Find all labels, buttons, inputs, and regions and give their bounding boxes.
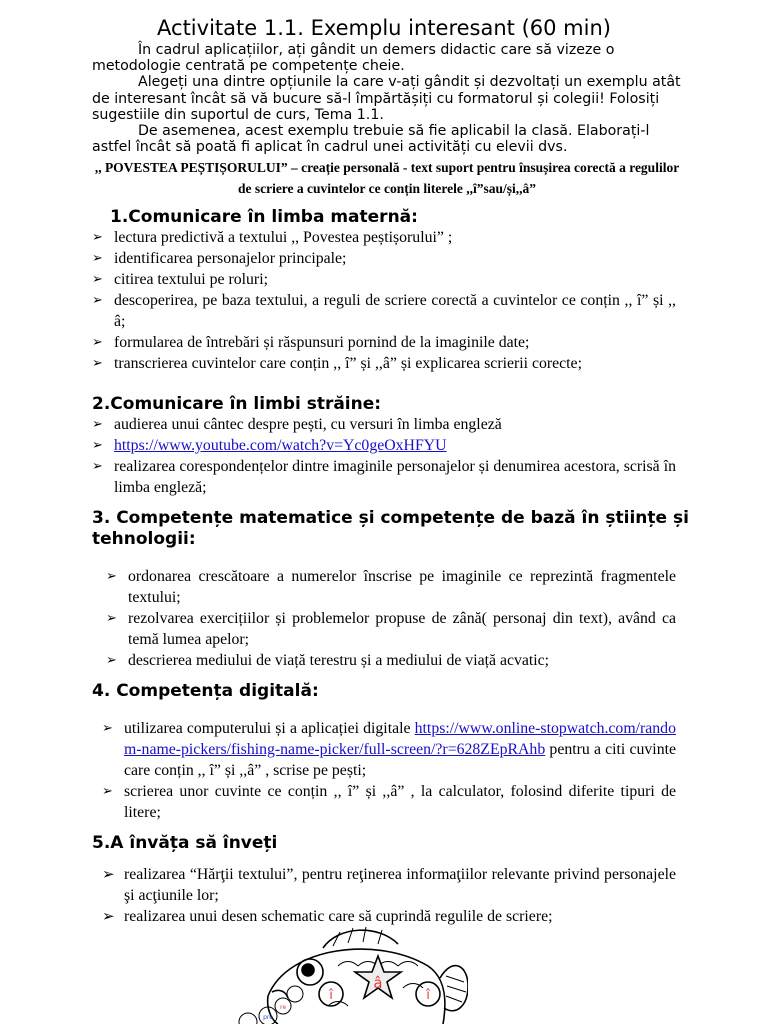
fish-bubble-label: pre [263, 1014, 273, 1021]
section-list [102, 864, 676, 927]
arrow-bullet-icon: ➢ [92, 335, 103, 350]
youtube-link[interactable]: https://www.youtube.com/watch?v=Yc0geOxHFYU [114, 437, 447, 454]
arrow-bullet-icon: ➢ [92, 417, 103, 432]
section-heading: 3. Competențe matematice și competențe de bază în științe și tehnologii: [92, 508, 689, 549]
list-item: ➢ ordonarea crescătoare a numerelor înscrise pe imaginile ce reprezintă fragmentele textului; [106, 568, 676, 606]
section-heading: 2.Comunicare în limbi străine: [92, 394, 382, 414]
fish-letter-label: î [426, 988, 430, 1003]
intro-paragraph: Alegeți una dintre opțiunile la care v-ați gândit și dezvoltați un exemplu atât de interesant încât să vă bucure să-l împărtășiți cu formatorul și colegii! Folosiți sugestiile din suportul de curs, Tema 1.1. [92, 74, 681, 123]
list-item: ➢ realizarea “Hărţii textului”, pentru reţinerea informaţiilor relevante privind personajele şi acţiunile lor; [102, 865, 676, 904]
arrow-bullet-icon: ➢ [102, 865, 115, 883]
arrow-bullet-icon: ➢ [92, 230, 103, 245]
arrow-bullet-icon: ➢ [92, 438, 103, 453]
list-item: ➢ identificarea personajelor principale; [92, 250, 347, 267]
arrow-bullet-icon: ➢ [92, 293, 103, 308]
list-item: ➢ rezolvarea exercițiilor și problemelor propuse de zână( personaj din text), având ca temă lumea apelor; [106, 610, 676, 648]
intro-paragraph: În cadrul aplicațiilor, ați gândit un demers didactic care să vizeze o metodologie centrată pe competențe cheie. [92, 42, 615, 75]
online-stopwatch-link[interactable]: https://www.online-stopwatch.com/random-name-pickers/fishing-name-picker/full-screen/?r=628ZEpRAhb [124, 720, 676, 758]
list-item: ➢ audierea unui cântec despre pești, cu versuri în limba engleză [92, 416, 502, 433]
list-item: ➢ utilizarea computerului și a aplicației digitale https://www.online-stopwatch.com/random-name-pickers/fishing-name-picker/full-screen/?r=628ZEpRAhb pentru a citi cuvinte care conțin ,, î” și ,,â” , scrise pe pești; [102, 720, 676, 779]
arrow-bullet-icon: ➢ [92, 459, 103, 474]
intro-paragraph: De asemenea, acest exemplu trebuie să fie aplicabil la clasă. Elaborați-l astfel încât să poată fi aplicat în cadrul unei activități cu elevii dvs. [92, 123, 650, 156]
list-item: ➢ descoperirea, pe baza textului, a reguli de scriere corectă a cuvintelor ce conțin ,, î” și ,, â; [92, 292, 676, 330]
fish-illustration [228, 926, 468, 1024]
arrow-bullet-icon: ➢ [92, 251, 103, 266]
list-item: ➢ scrierea unor cuvinte ce conțin ,, î” și ,,â” , la calculator, folosind diferite tipuri de litere; [102, 783, 676, 821]
arrow-bullet-icon: ➢ [106, 611, 117, 626]
list-item: ➢ realizarea corespondențelor dintre imaginile personajelor și denumirea acestora, scrisă în limba engleză; [92, 458, 676, 496]
fish-bubble-label: re [279, 1004, 287, 1011]
section-heading: 4. Competența digitală: [92, 681, 319, 701]
arrow-bullet-icon: ➢ [102, 784, 113, 799]
arrow-bullet-icon: ➢ [102, 721, 113, 736]
list-item: ➢ descrierea mediului de viață terestru și a mediului de viață acvatic; [106, 652, 550, 669]
intro-text [92, 42, 682, 155]
section-list [102, 718, 676, 823]
list-item: ➢ transcrierea cuvintelor care conțin ,, î” și ,,â” și explicarea scrierii corecte; [92, 355, 582, 372]
fish-letter-label: â [373, 974, 383, 992]
section-list [92, 227, 676, 374]
section-list [106, 566, 676, 671]
section-heading: 1.Comunicare în limba maternă: [110, 207, 418, 227]
list-item [92, 435, 676, 456]
arrow-bullet-icon: ➢ [92, 356, 103, 371]
arrow-bullet-icon: ➢ [106, 653, 117, 668]
list-item: ➢ citirea textului pe roluri; [92, 271, 268, 288]
list-item: ➢ lectura predictivă a textului ,, Povestea peștișorului” ; [92, 229, 453, 246]
list-item: ➢ formularea de întrebări și răspunsuri pornind de la imaginile date; [92, 334, 530, 351]
activity-subtitle: ,, POVESTEA PEȘTIȘORULUI” – creație personală - text suport pentru însușirea corectă a regulilor de scriere a cuvintelor ce conțin literele ,,î”sau/și,,â” [94, 160, 680, 196]
arrow-bullet-icon: ➢ [102, 907, 115, 925]
arrow-bullet-icon: ➢ [106, 569, 117, 584]
page-title: Activitate 1.1. Exemplu interesant (60 min) [157, 16, 611, 40]
list-item: ➢ realizarea unui desen schematic care să cuprindă regulile de scriere; [102, 907, 553, 925]
fish-letter-label: î [329, 988, 333, 1003]
arrow-bullet-icon: ➢ [92, 272, 103, 287]
section-heading: 5.A învăța să înveți [92, 833, 278, 853]
section-list [92, 414, 676, 498]
